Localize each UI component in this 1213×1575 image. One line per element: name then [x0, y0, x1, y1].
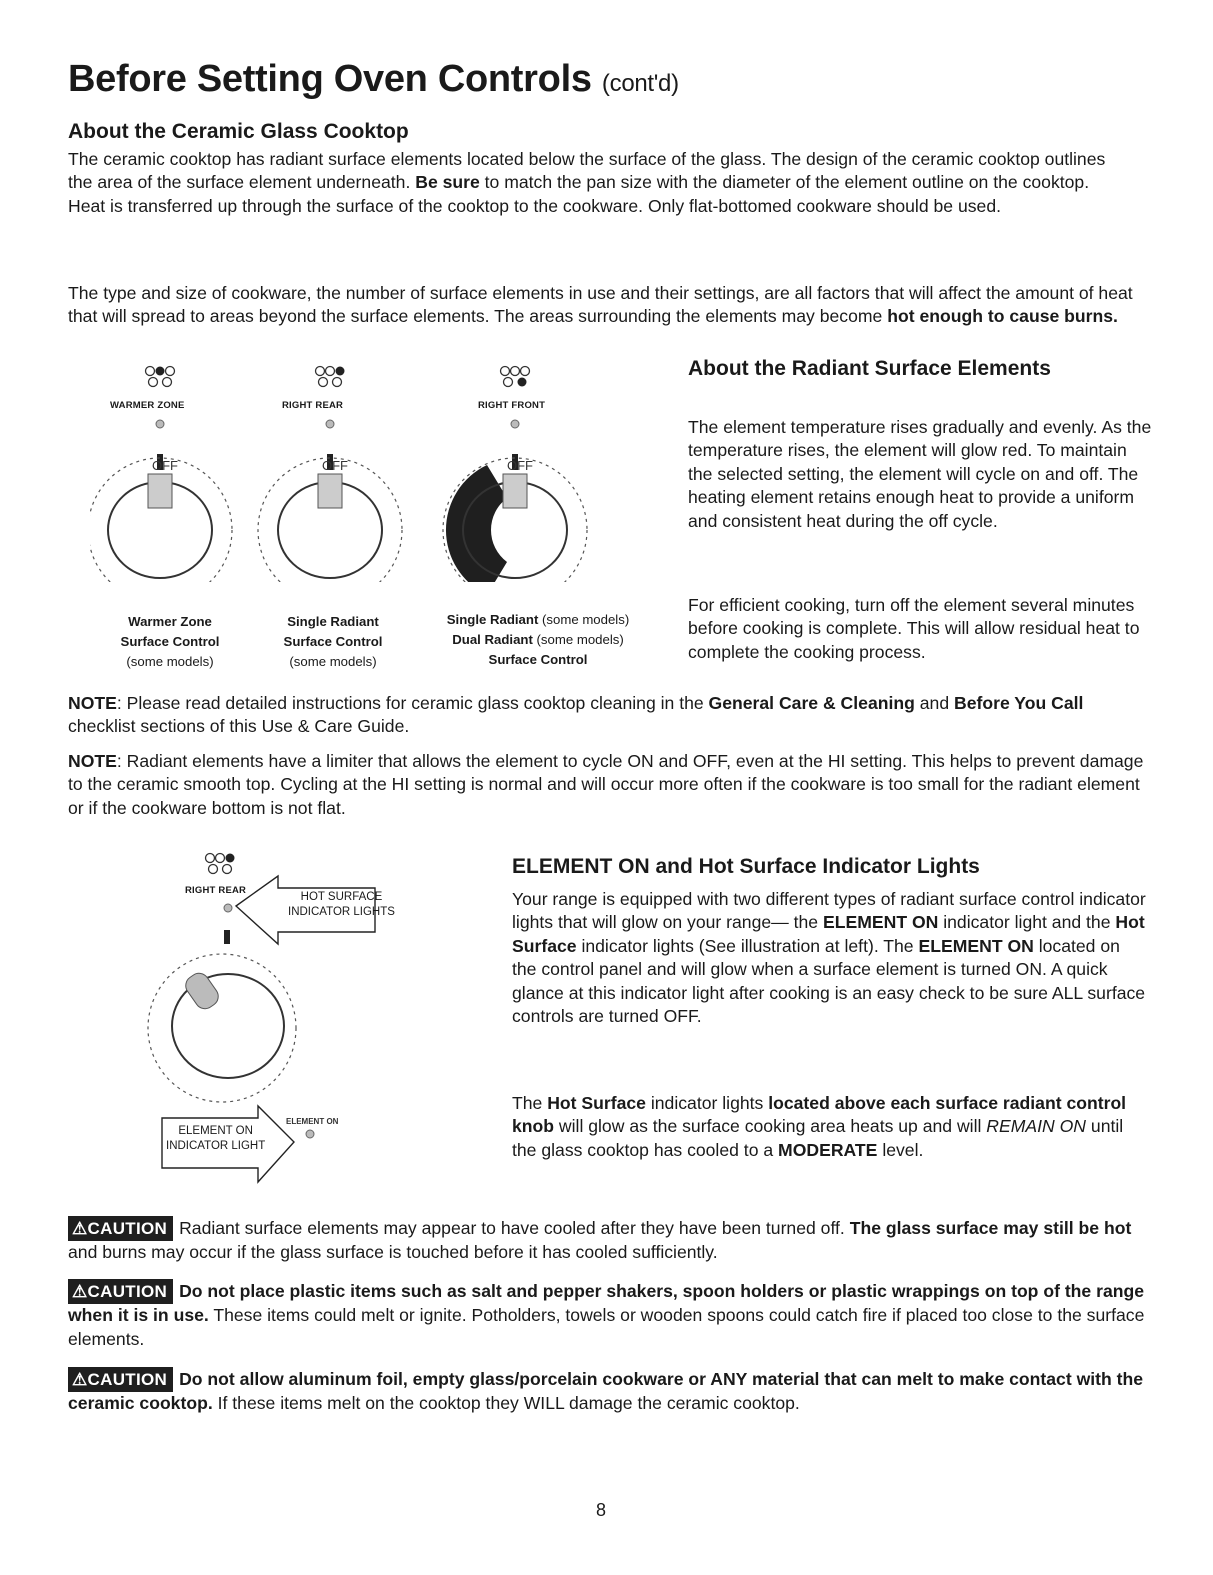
- caution-3: ⚠CAUTION Do not allow aluminum foil, empty glass/porcelain cookware or ANY material that can melt to make contact with the ceramic cooktop. If these items melt on the cooktop they WILL damage the ceramic cooktop.: [68, 1369, 1144, 1414]
- caution-badge: ⚠CAUTION: [68, 1367, 173, 1392]
- knob-illustrations: [90, 362, 670, 582]
- indicator-heading: ELEMENT ON and Hot Surface Indicator Lights: [512, 855, 980, 878]
- ceramic-paragraph-1: The ceramic cooktop has radiant surface elements located below the surface of the glass. The design of the ceramic cooktop outlines the area of the surface element underneath. Be sure to match the pan size with the diameter of the element outline on the cooktop. Heat is transferred up through the surface of the cooktop to the cookware. Only flat-bottomed cookware should be used.: [68, 149, 1106, 216]
- knob-diagrams: [90, 362, 670, 582]
- element-on-label: ELEMENT ON INDICATOR LIGHT: [166, 1125, 266, 1152]
- right-rear-knob: [258, 367, 402, 583]
- indicator-paragraph-1: Your range is equipped with two different types of radiant surface control indicator lights that will glow on your range— the ELEMENT ON indicator light and the Hot Surface indicator lights (See illustration at left). The ELEMENT ON located on the control panel and will glow when a surface element is turned ON. A quick glance at this indicator light after cooking is an easy check to be sure ALL surface controls are turned OFF.: [512, 889, 1146, 1027]
- hot-surface-label: HOT SURFACE INDICATOR LIGHTS: [288, 891, 395, 918]
- caution-badge: ⚠CAUTION: [68, 1279, 173, 1304]
- indicator-figure-top-label: RIGHT REAR: [185, 885, 247, 896]
- caution-badge: ⚠CAUTION: [68, 1216, 173, 1241]
- caution-1: ⚠CAUTION Radiant surface elements may appear to have cooled after they have been turned off. The glass surface may still be hot and burns may occur if the glass surface is touched before it has cooled sufficiently.: [68, 1218, 1132, 1263]
- caption-warmer-zone: Warmer Zone Surface Control (some models): [120, 614, 220, 669]
- radiant-paragraph-1: The element temperature rises gradually and evenly. As the temperature rises, the element will glow red. To maintain the selected setting, the element will cycle on and off. The heating element retains enough heat to provide a uniform and consistent heat during the off cycle.: [688, 417, 1152, 531]
- svg-text:OFF: OFF: [152, 458, 178, 473]
- ceramic-paragraph-2: The type and size of cookware, the number of surface elements in use and their settings, are all factors that will affect the amount of heat that will spread to areas beyond the surface elements. The areas surrounding the elements may become hot enough to cause burns.: [68, 283, 1133, 327]
- page-number: 8: [596, 1500, 607, 1520]
- note-cleaning: NOTE: Please read detailed instructions for ceramic glass cooktop cleaning in the General Care & Cleaning and Before You Call checklist sections of this Use & Care Guide.: [68, 693, 1084, 737]
- note-limiter: NOTE: Radiant elements have a limiter that allows the element to cycle ON and OFF, even at the HI setting. This helps to prevent damage to the ceramic smooth top. Cycling at the HI setting is normal and will occur more often if the cookware is too small for the radiant element or if the cookware bottom is not flat.: [68, 751, 1144, 818]
- knob-label-right-front: RIGHT FRONT: [478, 400, 546, 411]
- caption-right-front: Single Radiant (some models) Dual Radiant (some models) Surface Control: [446, 612, 630, 667]
- knob-label-right-rear: RIGHT REAR: [282, 400, 344, 411]
- title-suffix: (cont'd): [601, 70, 679, 97]
- svg-text:OFF: OFF: [507, 458, 533, 473]
- indicator-paragraph-2: The Hot Surface indicator lights located above each surface radiant control knob will glow as the surface cooking area heats up and will REMAIN ON until the glass cooktop has cooled to a MODERATE level.: [512, 1093, 1127, 1160]
- svg-text:OFF: OFF: [322, 458, 348, 473]
- caution-2: ⚠CAUTION Do not place plastic items such as salt and pepper shakers, spoon holders or plastic wrappings on top of the range when it is in use. These items could melt or ignite. Potholders, towels or wooden spoons could catch fire if placed too close to the surface elements.: [68, 1281, 1145, 1349]
- knob-label-warmer-zone: WARMER ZONE: [110, 400, 185, 411]
- svg-text:ELEMENT ON: ELEMENT ON: [286, 1117, 339, 1126]
- radiant-heading: About the Radiant Surface Elements: [688, 357, 1051, 380]
- page-title: Before Setting Oven Controls (cont'd): [68, 58, 679, 100]
- radiant-paragraph-2: For efficient cooking, turn off the element several minutes before cooking is complete. This will allow residual heat to complete the cooking process.: [688, 595, 1140, 662]
- caption-right-rear: Single Radiant Surface Control (some models): [283, 614, 383, 669]
- right-front-knob: [443, 367, 587, 583]
- warmer-zone-knob: [90, 367, 232, 583]
- ceramic-heading: About the Ceramic Glass Cooktop: [68, 120, 409, 143]
